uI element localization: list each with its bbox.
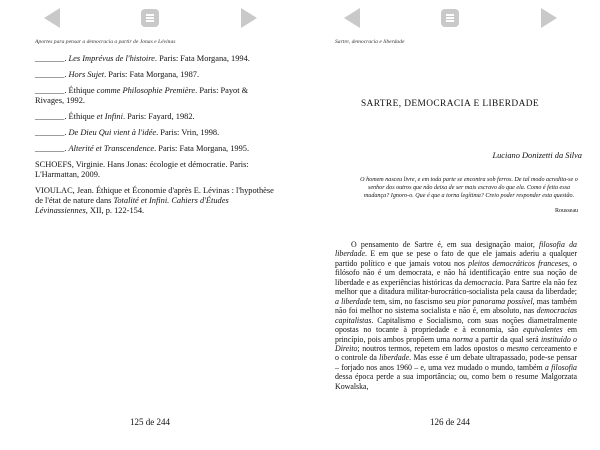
- running-head: Sartre, democracia e liberdade: [335, 39, 405, 45]
- body-run: dessa época perde a sua importância; ou, como bem o resume Malgorzata Kowalska,: [335, 372, 577, 391]
- bib-entry: _______. Éthique comme Philosophie Première. Paris: Payot & Rivages, 1992.: [35, 86, 249, 105]
- body-emphasis: instituído o Direito: [335, 334, 577, 353]
- body-run: . Capitalismo e Socialismo, com suas noções diametralmente opostas no tocante à propriedade e à economia, são: [335, 315, 577, 335]
- bib-entry: _______. Les Imprévus de l'histoire. Paris: Fata Morgana, 1994.: [35, 54, 250, 63]
- triangle-left-icon: [44, 8, 60, 28]
- triangle-right-icon: [541, 8, 557, 28]
- running-head: Aportes para pensar a democracia a partir de Jonas e Lévinas: [35, 39, 176, 45]
- menu-button[interactable]: [441, 9, 459, 27]
- bib-entry: _______. Hors Sujet. Paris: Fata Morgana, 1987.: [35, 70, 200, 79]
- chapter-author: Luciano Donizetti da Silva: [492, 151, 582, 160]
- body-run: , o filósofo não é um democrata, e não há identificação entre sua noção de liberdade e as experiências históricas da: [335, 258, 577, 287]
- body-emphasis: a liberdade: [335, 296, 372, 306]
- bib-entry: SCHOEFS, Virginie. Hans Jonas: écologie et démocratie. Paris: L'Harmattan, 2009.: [35, 160, 249, 179]
- body-emphasis: mesmo: [506, 343, 529, 353]
- body-emphasis: norma: [452, 334, 473, 344]
- body-run: tem, sim, no fascismo seu: [371, 296, 458, 306]
- epigraph: O homem nasceu livre, e em toda parte se encontra sob ferros. De tal modo acredita-se o senhor dos outros que não deixa de ser mais escravo do que ela. Como é feita essa mudança? Ignoro-o. Que é que a torna legítima? Creio poder responder esta questão.: [360, 177, 578, 199]
- body-emphasis: democracia: [464, 277, 502, 287]
- body-run: ; noutros termos, repetem em lados opostos o: [357, 343, 507, 353]
- body-run: a partir da qual será: [472, 334, 541, 344]
- body-emphasis: democracias capitalistas: [335, 306, 577, 325]
- triangle-left-icon: [344, 8, 360, 28]
- body-emphasis: a filosofia: [544, 362, 577, 372]
- page-number: 126 de 244: [430, 417, 470, 427]
- previous-page-button[interactable]: [344, 8, 360, 28]
- bib-entry: VIOULAC, Jean. Éthique et Économie d'après E. Lévinas : l'hypothèse de l'état de nature dans Totalité et Infini. Cahiers d'Études Lévinassiennes, XII, p. 122-154.: [35, 186, 274, 215]
- menu-button[interactable]: [141, 9, 159, 27]
- body-emphasis: filosofia da liberdade: [335, 240, 577, 259]
- body-run: O pensamento de Sartre é, em sua designação maior,: [351, 240, 540, 249]
- body-run: cerceamento e o controle da: [335, 343, 577, 363]
- body-run: . E em que se pese o fato de que ele jamais aderiu a qualquer partido político e que jamais votou nos: [335, 249, 577, 268]
- menu-list-icon: [446, 14, 454, 16]
- body-emphasis: equivalentes: [523, 325, 563, 335]
- epigraph-source: Rousseau: [555, 208, 578, 214]
- body-emphasis: pleitos democráticos franceses: [468, 258, 568, 268]
- body-run: . Para Sartre ela não fez melhor que a ditadura militar-burocrático-socialista pela causa da liberdade;: [335, 277, 577, 297]
- right-page: [300, 0, 600, 450]
- bib-entry: _______. De Dieu Qui vient à l'idée. Paris: Vrin, 1998.: [35, 128, 220, 137]
- body-run: , mas também não foi melhor no sistema socialista e não é, em absoluto, nas: [335, 296, 577, 316]
- previous-page-button[interactable]: [44, 8, 60, 28]
- triangle-right-icon: [241, 8, 257, 28]
- body-run: . Mas esse é um debate ultrapassado, pode-se pensar – forjado nos anos 1960 – e, uma vez mudado o mundo, também: [335, 353, 577, 372]
- next-page-button[interactable]: [241, 8, 257, 28]
- bib-entry: _______. Éthique et Infini. Paris: Fayard, 1982.: [35, 112, 195, 121]
- next-page-button[interactable]: [541, 8, 557, 28]
- body-run: em princípio, pois ambos propõem uma: [335, 325, 577, 344]
- bib-entry: _______. Alterité et Transcendence. Paris: Fata Morgana, 1995.: [35, 144, 250, 153]
- body-emphasis: liberdade: [379, 353, 410, 363]
- page-number: 125 de 244: [130, 417, 170, 427]
- body-text: [335, 240, 577, 391]
- chapter-title: SARTRE, DEMOCRACIA E LIBERDADE: [360, 99, 540, 109]
- body-emphasis: pior panorama possível: [457, 296, 533, 306]
- menu-list-icon: [146, 14, 154, 16]
